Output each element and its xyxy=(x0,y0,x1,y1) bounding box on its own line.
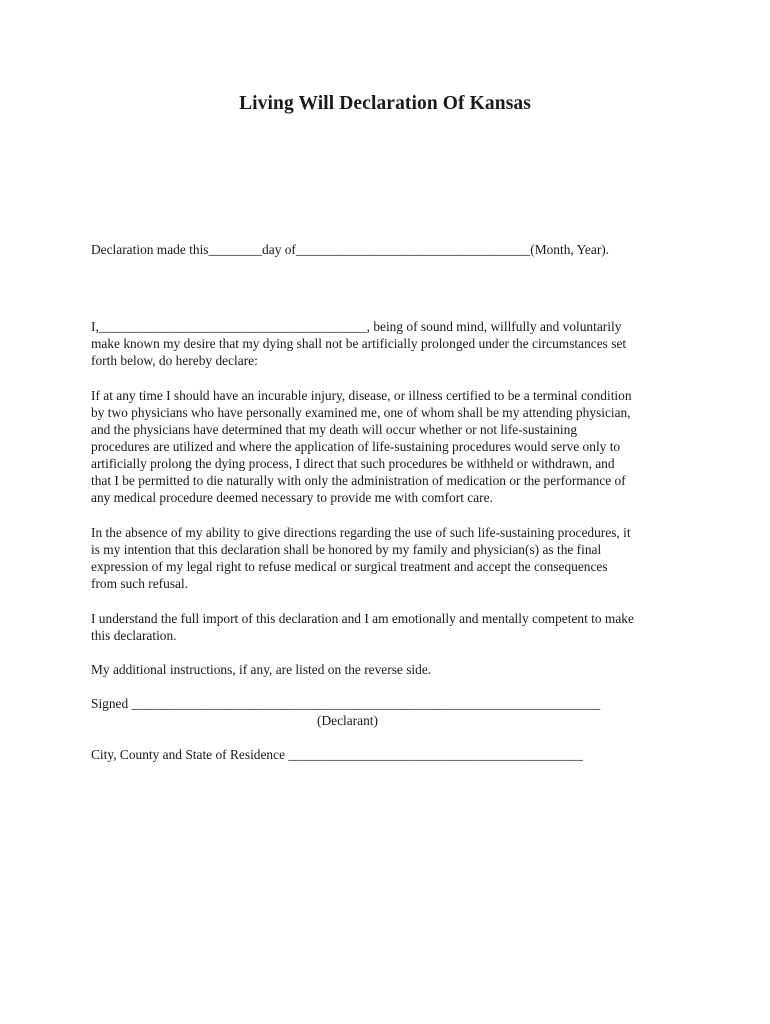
paragraph-line: is my intention that this declaration shall be honored by my family and physician(s) as the final xyxy=(91,542,602,557)
residence-line: City, County and State of Residence ____________________________________________ xyxy=(91,747,583,762)
paragraph-line: expression of my legal right to refuse medical or surgical treatment and accept the consequences xyxy=(91,559,608,574)
paragraph-line: If at any time I should have an incurable injury, disease, or illness certified to be a terminal condition xyxy=(91,388,632,403)
paragraph-line: I understand the full import of this declaration and I am emotionally and mentally competent to make xyxy=(91,611,634,626)
terminal-condition-paragraph xyxy=(91,387,691,506)
paragraph-line: procedures are utilized and where the application of life-sustaining procedures would serve only to xyxy=(91,439,621,454)
intro-line: make known my desire that my dying shall not be artificially prolonged under the circumstances set xyxy=(91,336,627,351)
intro-line: forth below, do hereby declare: xyxy=(91,353,258,368)
intro-line: I,________________________________________, being of sound mind, willfully and voluntarily xyxy=(91,319,622,334)
declarant-label: (Declarant) xyxy=(317,713,378,728)
absence-paragraph xyxy=(91,524,691,592)
paragraph-line: and the physicians have determined that my death will occur whether or not life-sustaining xyxy=(91,422,578,437)
understand-paragraph xyxy=(91,610,691,644)
paragraph-line: that I be permitted to die naturally with only the administration of medication or the performance of xyxy=(91,473,626,488)
paragraph-line: from such refusal. xyxy=(91,576,189,591)
paragraph-line: any medical procedure deemed necessary to provide me with comfort care. xyxy=(91,490,493,505)
signature-line: Signed ______________________________________________________________________ xyxy=(91,696,601,711)
document-title: Living Will Declaration Of Kansas xyxy=(239,93,531,114)
additional-instructions-line: My additional instructions, if any, are listed on the reverse side. xyxy=(91,662,432,677)
paragraph-line: artificially prolong the dying process, I direct that such procedures be withheld or withdrawn, and xyxy=(91,456,615,471)
paragraph-line: this declaration. xyxy=(91,628,177,643)
declaration-date-line: Declaration made this________day of___________________________________(Month, Year). xyxy=(91,242,610,257)
intro-paragraph xyxy=(91,318,691,369)
paragraph-line: In the absence of my ability to give directions regarding the use of such life-sustaining procedures, it xyxy=(91,525,631,540)
paragraph-line: by two physicians who have personally examined me, one of whom shall be my attending physician, xyxy=(91,405,631,420)
